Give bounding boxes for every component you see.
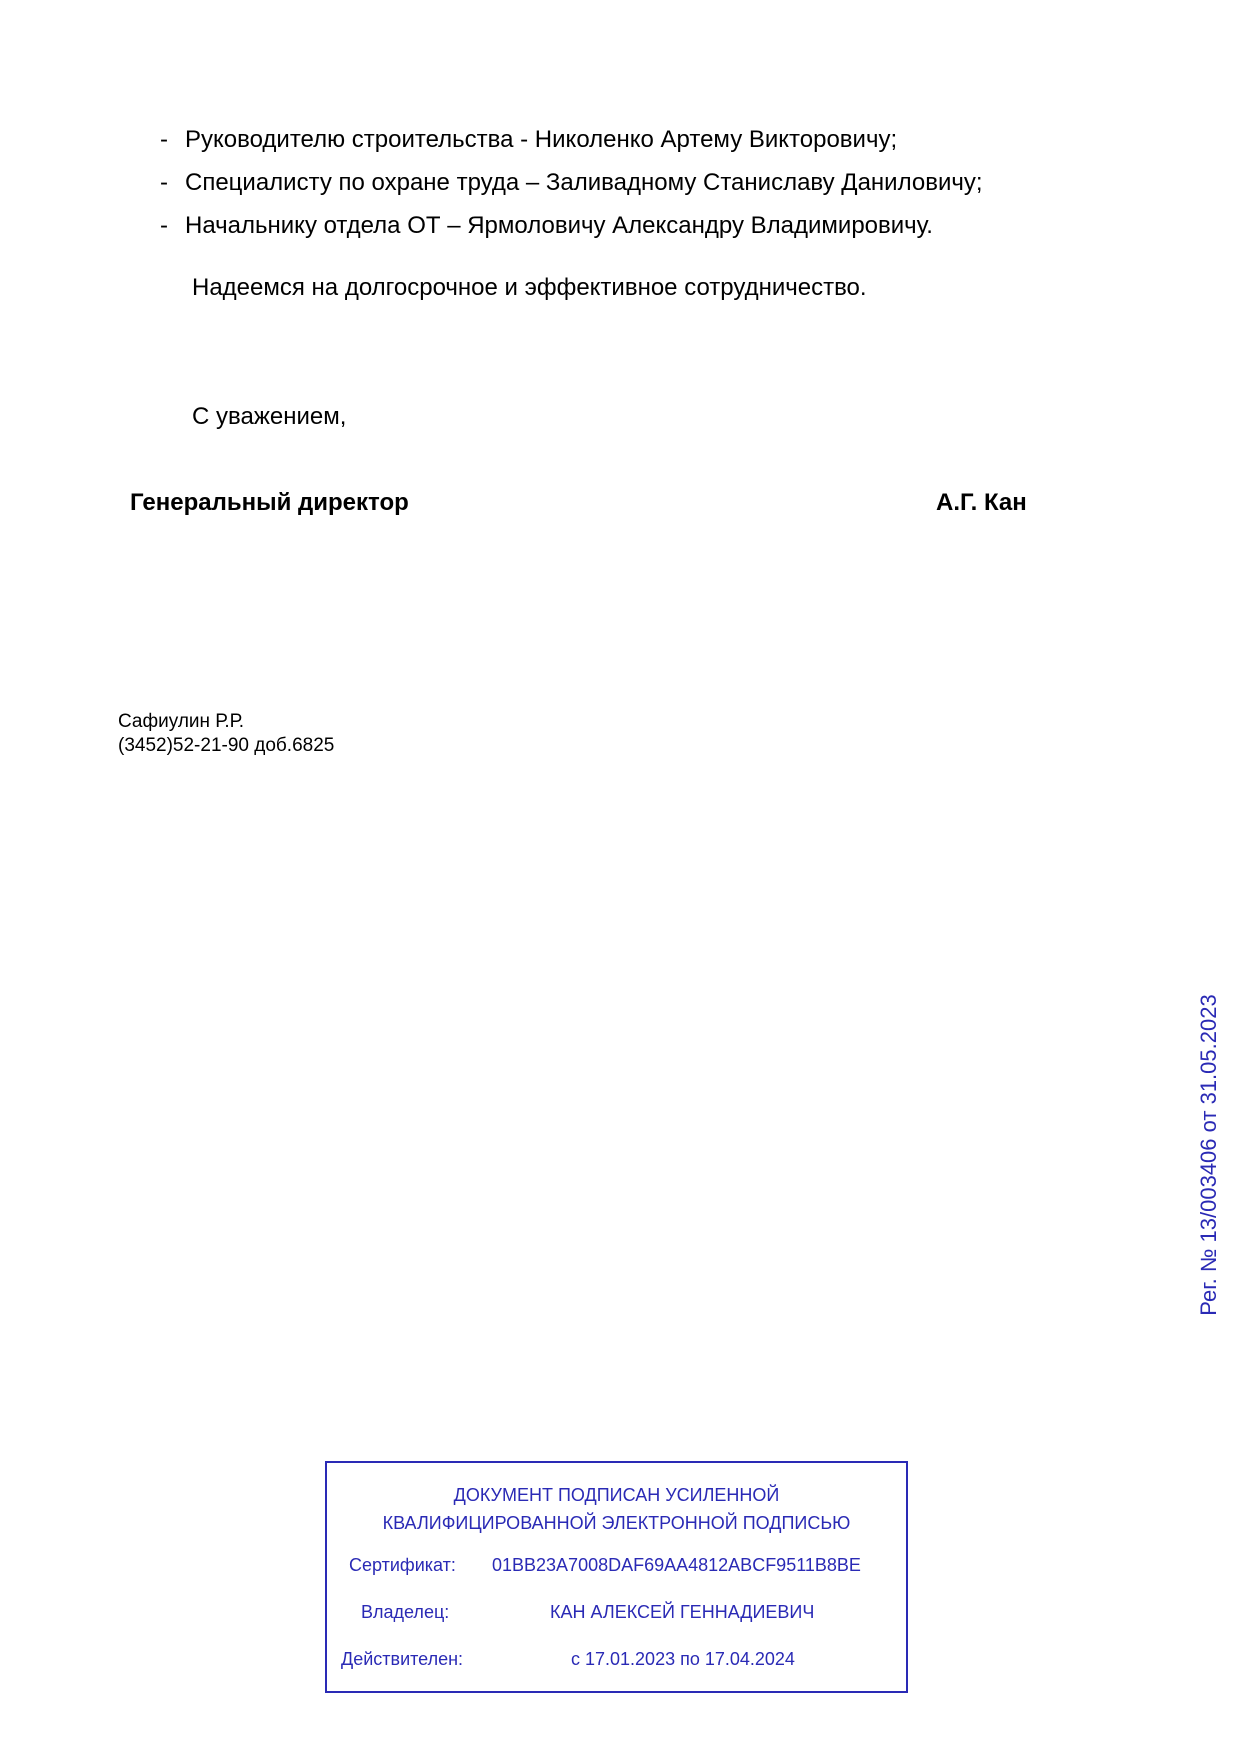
cooperation-paragraph: Надеемся на долгосрочное и эффективное сотрудничество. xyxy=(192,274,867,301)
stamp-heading xyxy=(327,1481,906,1537)
validity-value: с 17.01.2023 по 17.04.2024 xyxy=(571,1649,795,1669)
list-item xyxy=(160,204,983,247)
list-dash: - xyxy=(160,126,168,153)
executor-block xyxy=(118,710,334,758)
signatory-title: Генеральный директор xyxy=(130,489,409,516)
certificate-value: 01BB23A7008DAF69AA4812ABCF9511B8BE xyxy=(492,1555,861,1575)
registration-number: Рег. № 13/003406 от 31.05.2023 xyxy=(1196,994,1221,1316)
recipient-text: Руководителю строительства - Николенко Артему Викторовичу; xyxy=(185,126,898,153)
e-signature-stamp xyxy=(325,1461,908,1693)
stamp-heading-line1: ДОКУМЕНТ ПОДПИСАН УСИЛЕННОЙ xyxy=(453,1485,780,1505)
stamp-heading-line2: КВАЛИФИЦИРОВАННОЙ ЭЛЕКТРОННОЙ ПОДПИСЬЮ xyxy=(382,1513,851,1533)
list-dash: - xyxy=(160,169,168,196)
recipient-text: Специалисту по охране труда – Заливадному Станиславу Даниловичу; xyxy=(185,169,983,196)
owner-value: КАН АЛЕКСЕЙ ГЕННАДИЕВИЧ xyxy=(550,1602,815,1622)
executor-phone: (3452)52-21-90 доб.6825 xyxy=(118,735,335,756)
executor-name: Сафиулин Р.Р. xyxy=(118,711,245,732)
owner-label: Владелец: xyxy=(361,1602,450,1622)
validity-label: Действителен: xyxy=(341,1649,464,1669)
recipient-text: Начальнику отдела ОТ – Ярмоловичу Александру Владимировичу. xyxy=(185,212,933,239)
certificate-label: Сертификат: xyxy=(349,1555,456,1575)
recipient-list xyxy=(160,118,983,247)
signatory-name: А.Г. Кан xyxy=(936,489,1027,516)
regards-line: С уважением, xyxy=(192,403,347,430)
list-item xyxy=(160,118,983,161)
list-item xyxy=(160,161,983,204)
list-dash: - xyxy=(160,212,168,239)
